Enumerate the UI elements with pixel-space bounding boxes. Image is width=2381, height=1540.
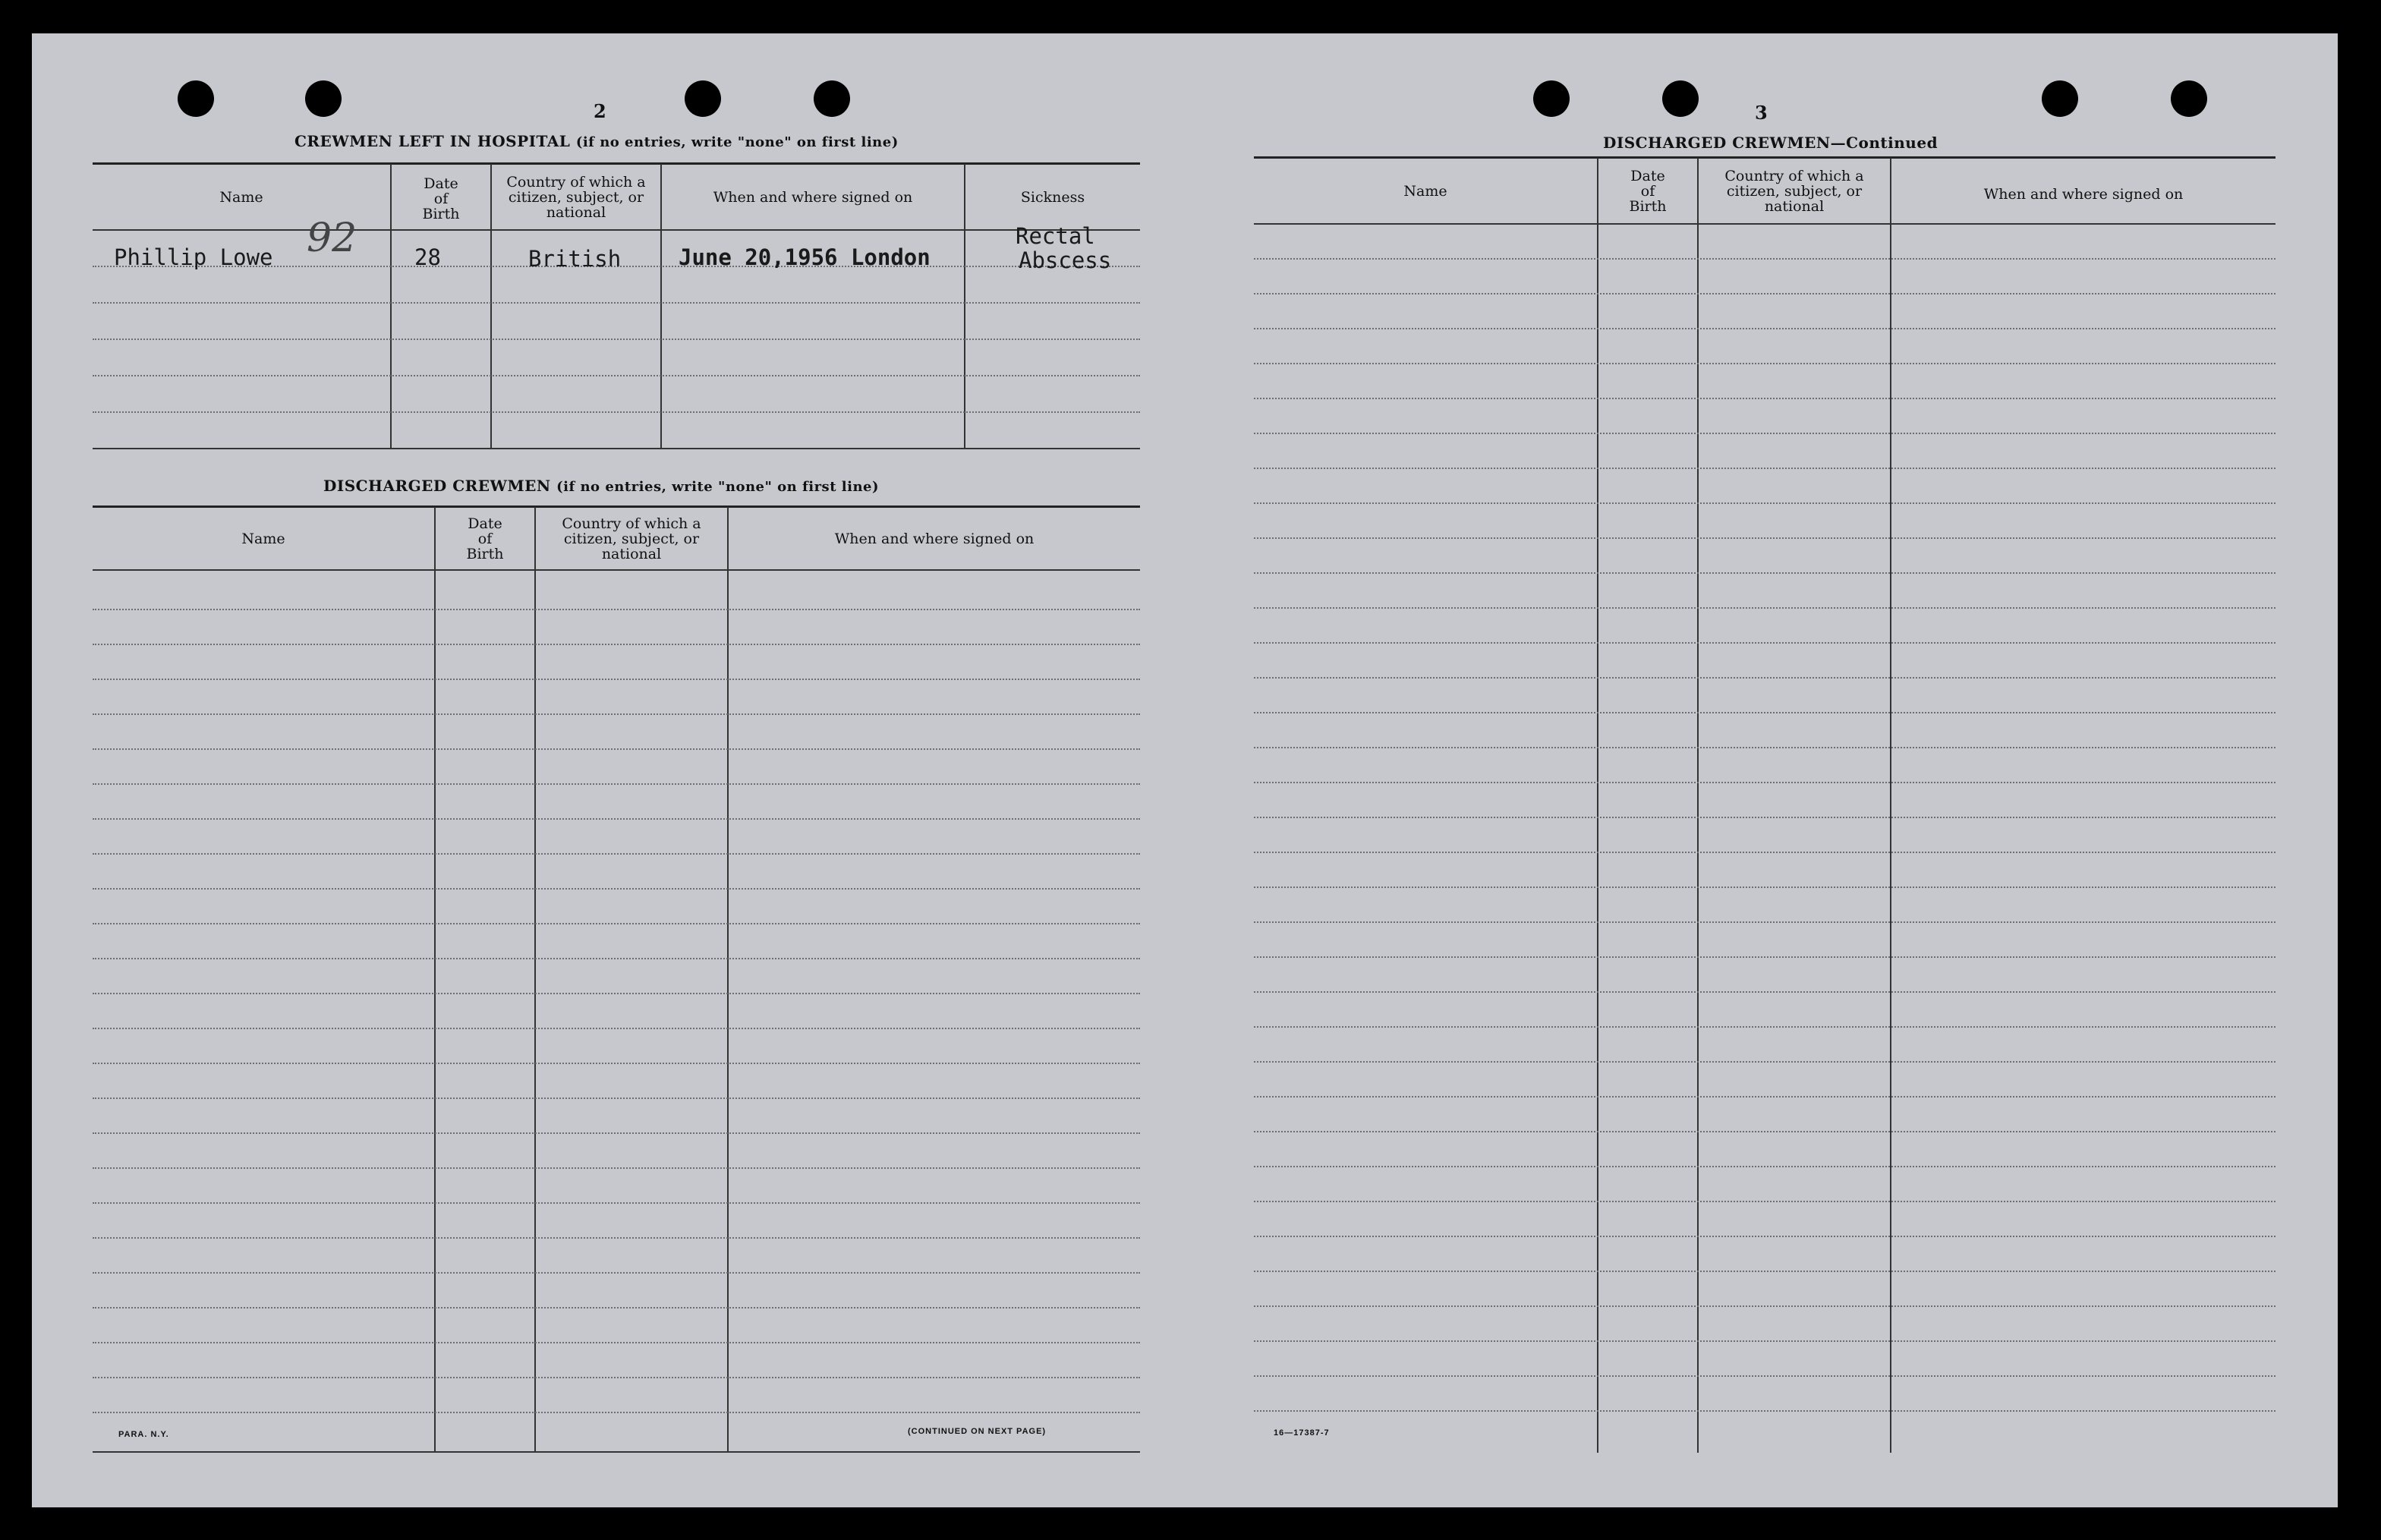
punch-hole (814, 80, 850, 117)
ruled-line (1254, 921, 2275, 923)
ruled-line (1254, 1166, 2275, 1167)
discharged-title-text: DISCHARGED CREWMEN (323, 477, 551, 495)
ruled-line (93, 1098, 1140, 1099)
ruled-line (1254, 293, 2275, 294)
punch-hole (178, 80, 214, 117)
discharged-header-country: Country of which a citizen, subject, or national (562, 515, 701, 562)
ruled-line (93, 1237, 1140, 1239)
hospital-header-rule (93, 229, 1140, 231)
ruled-line (93, 1272, 1140, 1274)
right-header-signed: When and where signed on (1983, 186, 2184, 203)
ruled-line (93, 1377, 1140, 1378)
ruled-line (93, 993, 1140, 994)
punch-hole (2042, 80, 2078, 117)
ruled-line (1254, 677, 2275, 679)
punch-hole (305, 80, 342, 117)
ruled-line (93, 713, 1140, 715)
ruled-line (1254, 468, 2275, 469)
hospital-header-country: Country of which a citizen, subject, or national (506, 174, 646, 221)
entry-sickness-line1: Rectal (1016, 223, 1095, 249)
right-col-divider (1890, 158, 1891, 1453)
manifest-sheet (32, 33, 2338, 1507)
hospital-bottom-rule (93, 448, 1140, 449)
ruled-line (1254, 502, 2275, 504)
ruled-line (1254, 1305, 2275, 1307)
hospital-title-text: CREWMEN LEFT IN HOSPITAL (294, 132, 571, 150)
ruled-line (1254, 1201, 2275, 1202)
hospital-col-divider (660, 164, 662, 448)
ruled-line (1254, 1131, 2275, 1132)
discharged-col-divider (434, 507, 436, 1451)
ruled-line (93, 853, 1140, 855)
page-number-left: 2 (594, 100, 606, 122)
ruled-line (1254, 642, 2275, 644)
ruled-line (93, 1202, 1140, 1204)
ruled-line (93, 783, 1140, 785)
hospital-header-dob: Date of Birth (422, 175, 460, 222)
punch-hole (1662, 80, 1699, 117)
ruled-line (1254, 258, 2275, 260)
ruled-line (1254, 852, 2275, 853)
ruled-line (1254, 1340, 2275, 1342)
hospital-instruction: (if no entries, write "none" on first line) (575, 134, 899, 150)
ruled-line (93, 748, 1140, 750)
ruled-line (93, 644, 1140, 645)
hospital-header-name: Name (219, 189, 263, 206)
entry-handwritten-mark: 92 (307, 216, 357, 261)
ruled-line (1254, 433, 2275, 434)
discharged-bottom-rule (93, 1451, 1140, 1453)
ruled-line (1254, 1410, 2275, 1412)
footer-continued: (CONTINUED ON NEXT PAGE) (908, 1427, 1047, 1436)
ruled-line (1254, 398, 2275, 399)
entry-country: British (528, 246, 622, 272)
hospital-row-line (93, 375, 1140, 376)
hospital-row-line (93, 411, 1140, 413)
ruled-line (1254, 1271, 2275, 1272)
ruled-line (1254, 991, 2275, 993)
ruled-line (93, 818, 1140, 820)
hospital-row-line (93, 302, 1140, 304)
discharged-col-divider (727, 507, 729, 1451)
ruled-line (1254, 1375, 2275, 1377)
hospital-header-sickness: Sickness (1020, 189, 1085, 206)
ruled-line (1254, 712, 2275, 713)
punch-hole (1533, 80, 1570, 117)
discharged-instruction: (if no entries, write "none" on first line) (556, 479, 880, 495)
discharged-header-dob: Date of Birth (466, 515, 504, 562)
ruled-line (93, 679, 1140, 680)
ruled-line (93, 609, 1140, 610)
punch-hole (2171, 80, 2207, 117)
ruled-line (1254, 328, 2275, 329)
continued-section-title: DISCHARGED CREWMEN—Continued (1603, 134, 1938, 152)
entry-age: 28 (414, 244, 441, 270)
ruled-line (93, 1028, 1140, 1029)
hospital-row-line (93, 339, 1140, 340)
ruled-line (1254, 537, 2275, 539)
ruled-line (1254, 1096, 2275, 1098)
ruled-line (1254, 747, 2275, 748)
ruled-line (93, 958, 1140, 959)
entry-signed-on: June 20,1956 London (679, 244, 931, 270)
right-header-dob: Date of Birth (1629, 168, 1667, 215)
ruled-line (93, 888, 1140, 890)
hospital-section-title (294, 132, 899, 150)
ruled-line (93, 923, 1140, 924)
entry-sickness-line2: Abscess (1019, 247, 1112, 273)
discharged-header-name: Name (241, 531, 285, 547)
page-number-right: 3 (1755, 102, 1768, 124)
right-top-rule (1254, 156, 2275, 159)
discharged-section-title (323, 477, 879, 495)
ruled-line (1254, 607, 2275, 609)
right-col-divider (1697, 158, 1699, 1453)
right-header-rule (1254, 223, 2275, 225)
discharged-header-rule (93, 569, 1140, 571)
footer-form-number: 16—17387-7 (1274, 1428, 1330, 1438)
entry-name: Phillip Lowe (114, 244, 273, 270)
ruled-line (1254, 1061, 2275, 1063)
ruled-line (93, 1132, 1140, 1134)
ruled-line (93, 1342, 1140, 1343)
discharged-col-divider (534, 507, 536, 1451)
hospital-header-signed: When and where signed on (713, 189, 913, 206)
discharged-header-signed: When and where signed on (834, 531, 1035, 547)
right-header-country: Country of which a citizen, subject, or national (1724, 168, 1864, 215)
footer-printer-mark: PARA. N.Y. (118, 1430, 169, 1439)
ruled-line (93, 1307, 1140, 1309)
hospital-col-divider (964, 164, 965, 448)
discharged-top-rule (93, 505, 1140, 508)
ruled-line (1254, 956, 2275, 958)
ruled-line (93, 1412, 1140, 1413)
ruled-line (1254, 1236, 2275, 1237)
ruled-line (1254, 782, 2275, 783)
ruled-line (1254, 1026, 2275, 1028)
ruled-line (1254, 817, 2275, 818)
ruled-line (1254, 887, 2275, 888)
ruled-line (93, 1063, 1140, 1064)
ruled-line (1254, 572, 2275, 574)
hospital-top-rule (93, 162, 1140, 165)
right-col-divider (1597, 158, 1598, 1453)
ruled-line (1254, 363, 2275, 364)
punch-hole (685, 80, 721, 117)
right-header-name: Name (1403, 183, 1447, 200)
ruled-line (93, 1167, 1140, 1169)
